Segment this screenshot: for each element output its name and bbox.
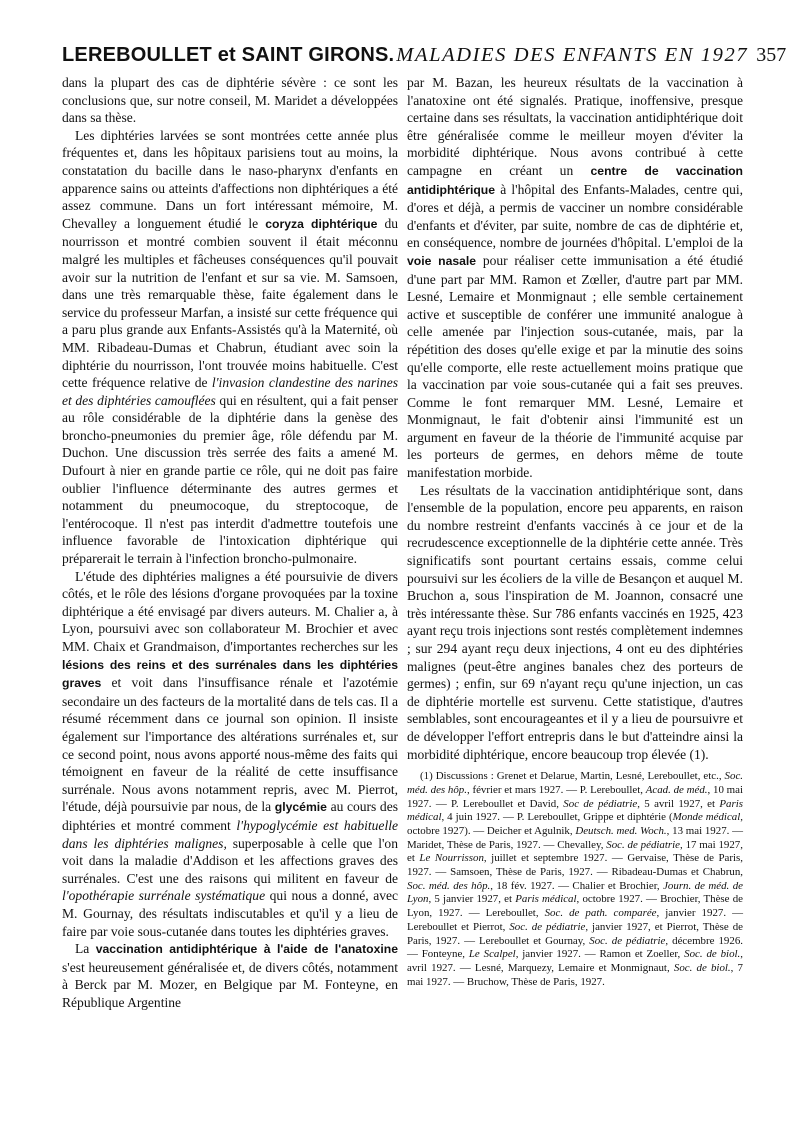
page-number: 357 — [756, 44, 787, 66]
paragraph: L'étude des diphtéries malignes a été poursuivie de divers côtés, et le rôle des lésions d'organe provoquées par la toxine diphtérique a été envisagé par divers auteurs. M. Chalier a, à Lyon, poursuivi avec son collaborateur M. Brochier et avec MM. Chaix et Grandmaison, d'importantes recherches sur les lésions des reins et des surrénales dans les diphtéries graves et voit dans l'insuffisance rénale et l'azotémie secondaire un des facteurs de la mortalité dans de tels cas. Il a résumé récemment dans ce journal son opinion. Il insiste également sur l'importance des altérations surrénales et, sur ce second point, nous avons apporté nous-même des faits qui témoignent en faveur de la réalité de cette insuffisance surrénale. Nous avons notamment repris, avec M. Pierrot, l'étude, déjà poursuivie par nous, de la glycémie au cours des diphtéries et montré comment l'hypoglycémie est habituelle dans les diphtéries malignes, superposable à celle que l'on voit dans la maladie d'Addison et les affections graves des surrénales. C'est une des raisons qui militent en faveur de l'opothérapie surrénale systématique qui nous a donné, avec M. Gournay, des résultats indiscutables et qu'il y a lieu de faire par voie sous-cutanée dans toutes les diphtéries graves. — [62, 568, 399, 939]
running-head-authors: LEREBOULLET et SAINT GIRONS. — [62, 44, 395, 66]
paragraph: par M. Bazan, les heureux résultats de la vaccination à l'anatoxine ont été signalés. Pratique, inoffensive, presque certaine dans ses résultats, la vaccination antidiphtérique doit être généralisée comme le meilleur moyen d'éviter la morbidité diphtérique. Nous avons contribué à cette campagne en créant un centre de vaccination antidiphtérique à l'hôpital des Enfants-Malades, centre qui, d'ores et déjà, a permis de vacciner un nombre considérable d'enfants et d'éviter, par suite, nombre de cas de diphtérie et, en conséquence, nombre de journées d'hôpital. L'emploi de la voie nasale pour réaliser cette immunisation a été étudié d'une part par MM. Ramon et Zœller, d'autre part par MM. Lesné, Lemaire et Monmignaut ; elle semble certainement active et susceptible de conférer une immunité analogue à celle amenée par l'injection sous-cutanée, mais, par la répétition des doses qu'elle exige et par la minutie des soins qu'elle comporte, elle reste actuellement moins pratique que la vaccination par voie sous-cutanée qui a fait ses preuves. Comme le font remarquer MM. Lesné, Lemaire et Monmignaut, le fait d'obtenir ainsi l'immunité est un argument en faveur de la théorie de l'immunité acquise par les porteurs de germes, en dehors même de toute manifestation morbide. — [407, 75, 744, 481]
paragraph: Les résultats de la vaccination antidiphtérique sont, dans l'ensemble de la population, encore peu apparents, en raison du nombre restreint d'enfants vaccinés à ce jour et de la recrudescence exceptionnelle de la diphtérie cette année. Très significatifs sont pourtant certains essais, comme celui poursuivi sur les écoliers de la ville de Besançon et auquel M. Bruchon a, sous l'inspiration de M. Joannon, consacré une très intéressante thèse. Sur 786 enfants vaccinés en 1925, 423 ayant reçu trois injections sont restés complètement indemnes ; sur 294 ayant reçu deux injections, 4 ont eu des diphtéries malignes (peut-être angines banales chez des porteurs de germes) ; enfin, sur 69 n'ayant reçu qu'une injection, un cas de diphtérie mortelle est survenu. Cette statistique, d'autres semblables, sont encourageantes et il y a lieu de poursuivre et de développer l'effort entrepris dans le but d'atteindre ainsi la morbidité diphtérique, encore beaucoup trop élevée (1). — [407, 482, 743, 762]
paragraph: La vaccination antidiphtérique à l'aide de l'anatoxine s'est heureusement généralisée et, de divers côtés, notamment à Berck par M. Mozer, en Belgique par M. Fonteyne, en République Argentine — [62, 941, 398, 1010]
running-head — [62, 44, 787, 67]
paragraph: Les diphtéries larvées se sont montrées cette année plus fréquentes et, dans les hôpitaux parisiens tout au moins, la constatation du bacille dans le naso-pharynx d'enfants en apparence sains ou atteints d'affections non diphtériques a été assez commune. Dans un fort intéressant mémoire, M. Chevalley a longuement étudié le coryza diphtérique du nourrisson et montré combien souvent il était méconnu malgré les multiples et fâcheuses conséquences qu'il pouvait avoir sur la nutrition de l'enfant et sur sa vie. M. Samsoen, dans une très remarquable thèse, faite également dans le service du professeur Marfan, a insisté sur cette fréquence qui a paru plus grande aux Enfants-Assistés qu'à la Maternité, où MM. Ribadeau-Dumas et Chabrun, étudiant avec soin la diphtérie du nourrisson, l'ont trouvée moins habituelle. C'est cette fréquence relative de l'invasion clandestine des narines et des diphtéries camouflées qui en résultent, qui a fait penser au rôle considérable de la diphtérie dans la genèse des broncho-pneumonies du premier âge, rôle défendu par M. Duchon. Une discussion très serrée des faits a amené M. Dufourt à nier en grande partie ce rôle, qui ne doit pas faire oublier l'influence déterminante des autres germes et notamment du pneumocoque, du streptocoque, de l'entérocoque. Il n'est pas interdit d'admettre toutefois une influence favorable de l'intoxication diphtérique qui préparerait le terrain à l'infection broncho-pulmonaire. — [62, 127, 399, 567]
paragraph: dans la plupart des cas de diphtérie sévère : ce sont les conclusions que, sur notre conseil, M. Maridet a développées dans sa thèse. — [62, 75, 398, 126]
footnote: (1) Discussions : Grenet et Delarue, Martin, Lesné, Lereboullet, etc., Soc. méd. des hôp., février et mars 1927. — P. Lereboullet, Acad. de méd., 10 mai 1927. — P. Lereboullet et David, Soc de pédiatrie, 5 avril 1927, et Paris médical, 4 juin 1927. — P. Lereboullet, Grippe et diphtérie (Monde médical, octobre 1927). — Deicher et Agulnik, Deutsch. med. Woch., 13 mai 1927. — Maridet, Thèse de Paris, 1927. — Chevalley, Soc. de pédiatrie, 17 mai 1927, et Le Nourrisson, juillet et septembre 1927. — Gervaise, Thèse de Paris, 1927. — Samsoen, Thèse de Paris, 1927. — Ribadeau-Dumas et Chabrun, Soc. méd. des hôp., 18 fév. 1927. — Chalier et Brochier, Journ. de méd. de Lyon, 5 janvier 1927, et Paris médical, octobre 1927. — Brochier, Thèse de Lyon, 1927. — Lereboullet, Soc. de path. comparée, janvier 1927. — Lereboullet et Pierrot, Soc. de pédiatrie, janvier 1927, et Pierrot, Thèse de Paris, 1927. — Lereboullet et Gournay, Soc. de pédiatrie, décembre 1926. — Fonteyne, Le Scalpel, janvier 1927. — Ramon et Zoeller, Soc. de biol., avril 1927. — Lesné, Marquezy, Lemaire et Monmignaut, Soc. de biol., 7 mai 1927. — Bruchow, Thèse de Paris, 1927. — [407, 770, 744, 988]
running-head-title: MALADIES DES ENFANTS EN 1927 — [396, 44, 749, 66]
left-column — [62, 74, 398, 1011]
right-column — [407, 74, 743, 989]
